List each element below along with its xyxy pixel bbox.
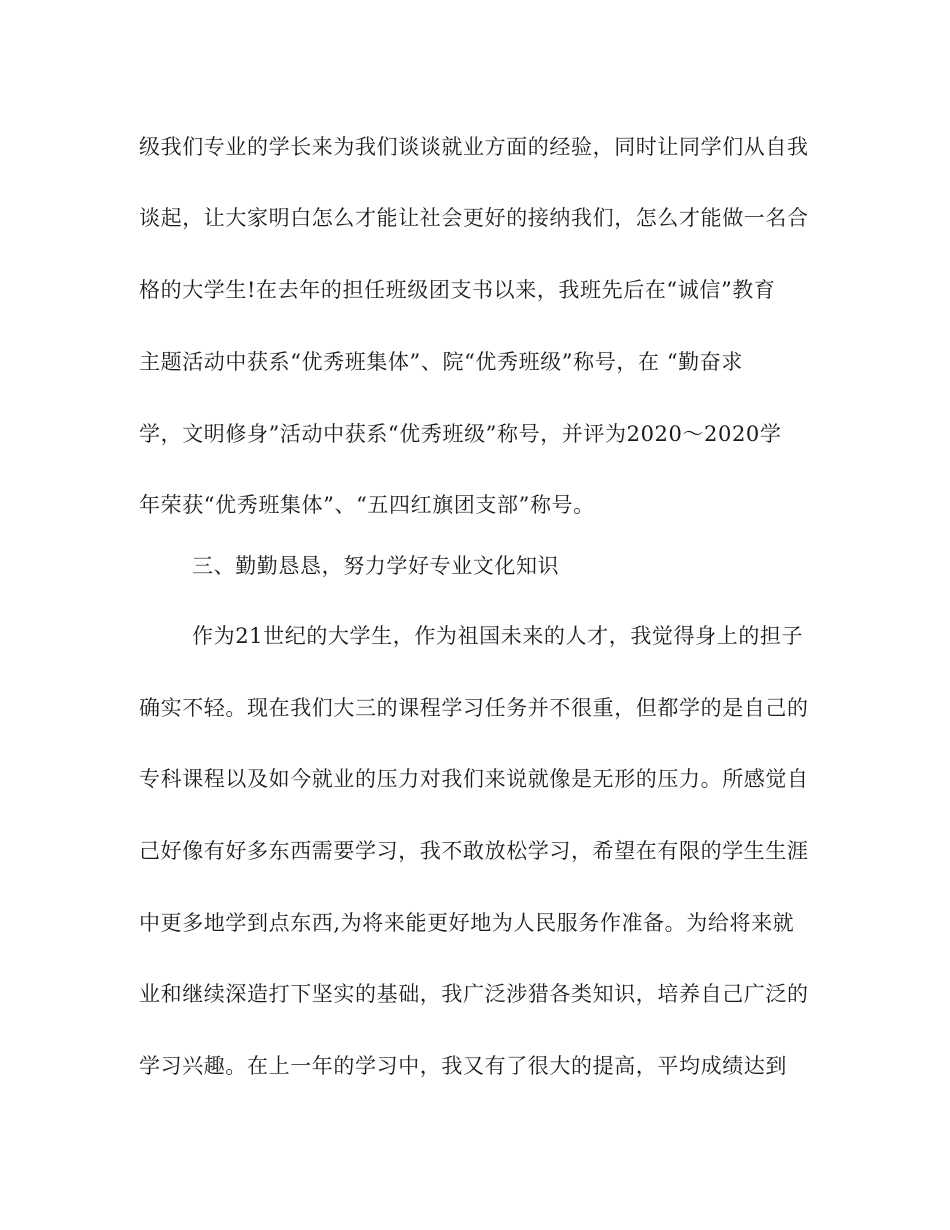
text-line-14: 学习兴趣。在上一年的学习中，我又有了很大的提高，平均成绩达到 (139, 1054, 787, 1078)
section-heading: 三、勤勤恳恳，努力学好专业文化知识 (192, 554, 560, 578)
text-line-11: 己好像有好多东西需要学习，我不敢放松学习，希望在有限的学生生涯 (139, 839, 809, 863)
text-line-4: 主题活动中获系“优秀班集体”、院“优秀班级”称号，在 “勤奋求 (139, 350, 743, 374)
text-line-2: 谈起，让大家明白怎么才能让社会更好的接纳我们，怎么才能做一名合 (139, 206, 809, 230)
text-line-10: 专科课程以及如今就业的压力对我们来说就像是无形的压力。所感觉自 (139, 767, 809, 791)
text-line-3: 格的大学生!在去年的担任班级团支书以来，我班先后在“诚信”教育 (139, 278, 776, 302)
text-line-1: 级我们专业的学长来为我们谈谈就业方面的经验，同时让同学们从自我 (139, 135, 809, 159)
text-line-5: 学，文明修身”活动中获系“优秀班级”称号，并评为2020～2020学 (139, 422, 782, 446)
text-line-13: 业和继续深造打下坚实的基础，我广泛涉猎各类知识，培养自己广泛的 (139, 982, 809, 1006)
text-line-6: 年荣获“优秀班集体”、“五四红旗团支部”称号。 (139, 493, 595, 517)
text-line-8: 作为21世纪的大学生，作为祖国未来的人才，我觉得身上的担子 (192, 624, 804, 648)
text-line-9: 确实不轻。现在我们大三的课程学习任务并不很重，但都学的是自己的 (139, 696, 809, 720)
text-line-12: 中更多地学到点东西,为将来能更好地为人民服务作准备。为给将来就 (139, 911, 795, 935)
